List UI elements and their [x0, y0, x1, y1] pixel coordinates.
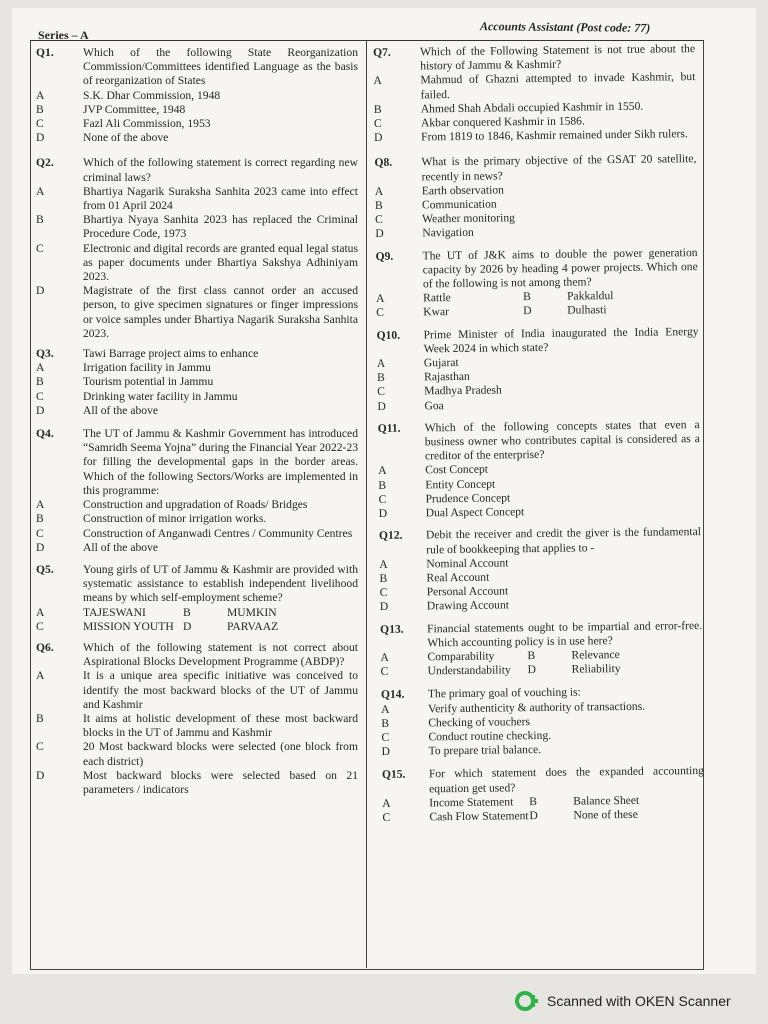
option-letter: A: [36, 669, 45, 683]
option-text: Cost Concept: [425, 463, 489, 477]
question-row: [382, 764, 704, 796]
option-text: All of the above: [83, 403, 159, 417]
option-text: Construction of minor irrigation works.: [83, 512, 267, 526]
option-letter: D: [377, 399, 386, 413]
option-letter: B: [381, 716, 390, 730]
option-row: [377, 396, 699, 414]
option-letter: D: [529, 808, 538, 823]
question-text: What is the primary objective of the GSAT 20 satellite, recently in news?: [421, 152, 697, 184]
question-number: Q9.: [375, 249, 394, 263]
option-letter: D: [378, 506, 388, 521]
option-text: Conduct routine checking.: [428, 728, 552, 744]
option-letter: B: [376, 371, 385, 385]
question-text: Young girls of UT of Jammu & Kashmir are provided with systematic assistance to establish independent livelihood means by which self-employment scheme?: [83, 562, 358, 605]
option-letter: D: [36, 540, 45, 554]
option-row: [379, 503, 701, 521]
option-text: Gujarat: [423, 356, 459, 370]
option-text: Comparability: [427, 649, 495, 664]
question-number: Q7.: [373, 45, 391, 59]
option-letter: C: [373, 116, 382, 131]
option-text: Nominal Account: [426, 556, 509, 571]
option-letter: C: [376, 306, 385, 320]
option-pair-row: [376, 302, 698, 320]
question-number: Q14.: [380, 687, 405, 702]
option-text: Drinking water facility in Jammu: [83, 389, 238, 403]
option-letter: C: [380, 664, 389, 679]
question-text: The UT of Jammu & Kashmir Government has introduced “Samridh Seema Yojna” during the Financial Year 2022-23 for filling the developmental gaps in the border areas. Which of the following Sectors/Works are implemented in this programme:: [83, 427, 358, 497]
option-letter: C: [375, 213, 383, 227]
question-number: Q10.: [376, 328, 401, 342]
option-letter: D: [523, 304, 532, 318]
question-row: [374, 152, 696, 184]
question-row: [36, 347, 358, 361]
option-row: [36, 103, 358, 117]
option-row: [36, 390, 358, 404]
left-question-column: [36, 46, 358, 797]
question-row: [36, 156, 358, 184]
option-row: [36, 498, 358, 512]
option-text: Cash Flow Statement: [429, 809, 529, 824]
exam-title: Accounts Assistant (Post code: 77): [479, 19, 651, 35]
option-text: It is a unique area specific initiative was conceived to identify the most backward blocks of the UT of Jammu and Kashmir: [83, 669, 358, 711]
option-text: Prudence Concept: [425, 491, 511, 506]
option-letter: A: [36, 88, 45, 102]
question-row: [378, 418, 700, 465]
option-text: Relevance: [571, 647, 620, 662]
option-letter: C: [36, 526, 44, 540]
option-row: [36, 527, 358, 541]
question-block: [380, 619, 703, 680]
question-block: [379, 525, 702, 614]
question-text: Which of the following statement is not correct about Aspirational Blocks Development Programme (ABDP)?: [83, 640, 358, 669]
question-text: The primary goal of vouching is:: [427, 685, 581, 701]
option-letter: A: [379, 557, 388, 571]
option-letter: C: [36, 241, 44, 255]
option-text: Navigation: [422, 226, 474, 240]
question-block: [376, 325, 699, 414]
option-letter: B: [379, 571, 388, 585]
option-text: Understandability: [427, 663, 511, 678]
option-letter: A: [376, 292, 385, 306]
scanner-footer: [515, 990, 731, 1012]
option-letter: C: [36, 619, 44, 633]
option-letter: A: [374, 184, 384, 198]
question-block: [36, 156, 358, 341]
question-number: Q15.: [381, 768, 406, 782]
question-block: [374, 152, 697, 241]
option-text: Entity Concept: [425, 477, 496, 492]
question-number: Q6.: [36, 640, 54, 654]
option-pair-row: [381, 661, 703, 679]
option-letter: C: [378, 492, 387, 506]
question-number: Q3.: [36, 347, 54, 361]
question-text: Which of the following statement is correct regarding new criminal laws?: [83, 156, 358, 184]
option-letter: B: [183, 605, 191, 619]
question-block: [373, 42, 696, 145]
option-letter: C: [379, 585, 388, 600]
question-number: Q11.: [377, 421, 401, 435]
question-block: [36, 641, 358, 797]
option-text: Personal Account: [426, 584, 509, 599]
option-text: It aims at holistic development of these most backward blocks in the UT of Jammu and Kashmir: [83, 711, 358, 740]
option-row: [36, 117, 358, 131]
option-text: Communication: [421, 197, 497, 212]
option-letter: B: [36, 213, 44, 227]
option-text: Tourism potential in Jammu: [83, 375, 214, 389]
option-text: Irrigation facility in Jammu: [83, 361, 211, 375]
option-letter: A: [378, 464, 387, 478]
option-row: [36, 361, 358, 375]
option-letter: B: [36, 102, 44, 116]
question-text: Tawi Barrage project aims to enhance: [83, 347, 259, 361]
option-text: S.K. Dhar Commission, 1948: [83, 88, 221, 102]
option-letter: D: [36, 403, 45, 417]
option-row: [382, 741, 704, 759]
option-row: [36, 740, 358, 768]
question-text: Prime Minister of India inaugurated the India Energy Week 2024 in which state?: [423, 324, 699, 356]
option-letter: B: [36, 711, 44, 725]
option-text: Balance Sheet: [573, 793, 640, 808]
option-letter: D: [381, 744, 391, 759]
option-row: [36, 769, 358, 797]
question-number: Q1.: [36, 46, 54, 59]
option-text: Bhartiya Nagarik Suraksha Sanhita 2023 came into effect from 01 April 2024: [83, 184, 358, 213]
question-text: Which of the Following Statement is not true about the history of Jammu & Kashmir?: [419, 42, 696, 73]
question-text: Which of the following State Reorganization Commission/Committees identified Language as the basis of reorganization of States: [83, 46, 358, 88]
question-text: For which statement does the expanded accounting equation get used?: [428, 764, 704, 795]
option-letter: C: [36, 117, 44, 131]
option-text: TAJESWANI: [83, 605, 146, 619]
option-text: 20 Most backward blocks were selected (one block from each district): [83, 740, 358, 768]
option-text: Goa: [424, 398, 444, 413]
option-letter: D: [36, 768, 45, 782]
option-letter: A: [381, 702, 390, 716]
option-text: MISSION YOUTH: [83, 619, 174, 633]
option-text: Drawing Account: [426, 598, 510, 613]
option-letter: B: [36, 512, 44, 526]
option-letter: D: [375, 227, 384, 241]
question-block: [375, 246, 698, 321]
option-text: To prepare trial balance.: [428, 743, 542, 758]
option-row: [36, 284, 358, 341]
question-block: [378, 418, 701, 521]
option-row: [36, 89, 358, 103]
option-text: All of the above: [83, 540, 159, 554]
option-letter: D: [374, 131, 383, 145]
question-row: [36, 427, 358, 498]
question-number: Q5.: [36, 562, 54, 576]
option-letter: B: [373, 102, 382, 116]
option-letter: B: [522, 290, 531, 304]
question-row: [373, 42, 695, 74]
option-text: Ahmed Shah Abdali occupied Kashmir in 1550.: [420, 99, 644, 116]
question-row: [36, 641, 358, 669]
option-text: Electronic and digital records are granted equal legal status as paper documents under Bhartiya Sakshya Adhiniyam 2023.: [83, 241, 358, 284]
question-text: Financial statements ought to be impartial and error-free. Which accounting policy is in use here?: [427, 618, 703, 650]
option-text: Earth observation: [421, 183, 504, 198]
option-text: MUMKIN: [227, 605, 277, 619]
option-text: From 1819 to 1846, Kashmir remained under Sikh rulers.: [421, 127, 688, 144]
option-text: Mahmud of Ghazni attempted to invade Kashmir, but failed.: [420, 70, 696, 102]
question-block: [36, 347, 358, 418]
option-letter: D: [527, 663, 537, 677]
option-text: Rattle: [423, 291, 451, 305]
option-row: [36, 185, 358, 213]
option-row: [36, 512, 358, 526]
question-block: [36, 563, 358, 634]
option-letter: C: [36, 740, 44, 754]
option-text: Construction of Anganwadi Centres / Community Centres: [83, 526, 353, 540]
option-pair-row: [36, 620, 358, 634]
option-text: Pakkaldul: [566, 289, 614, 303]
question-block: [36, 427, 358, 555]
option-text: Dual Aspect Concept: [425, 505, 525, 520]
option-row: [36, 712, 358, 740]
option-text: Bhartiya Nyaya Sanhita 2023 has replaced the Criminal Procedure Code, 1973: [83, 213, 358, 241]
option-letter: A: [380, 650, 389, 664]
option-text: Most backward blocks were selected based on 21 parameters / indicators: [83, 768, 358, 796]
question-row: [379, 525, 701, 557]
option-letter: B: [36, 375, 44, 389]
option-row: [36, 131, 358, 145]
scanner-logo-icon: [515, 990, 539, 1012]
option-row: [36, 242, 358, 285]
question-block: [382, 764, 705, 825]
option-text: Verify authenticity & authority of transactions.: [428, 699, 646, 715]
option-text: Construction and upgradation of Roads/ Bridges: [83, 498, 308, 512]
option-text: PARVAAZ: [227, 619, 279, 633]
option-text: Akbar conquered Kashmir in 1586.: [420, 114, 585, 130]
option-letter: D: [379, 600, 389, 614]
question-block: [36, 46, 358, 145]
question-text: Debit the receiver and credit the giver is the fundamental rule of bookkeeping that applies to -: [425, 525, 702, 556]
question-text: The UT of J&K aims to double the power generation capacity by 2026 by heading 4 power projects. Which one of the following is not among them?: [422, 245, 698, 291]
option-letter: A: [36, 498, 45, 512]
option-row: [36, 669, 358, 712]
option-row: [36, 404, 358, 418]
option-letter: A: [36, 184, 45, 198]
question-row: [36, 46, 358, 89]
option-letter: B: [378, 478, 387, 492]
option-letter: A: [382, 796, 391, 810]
option-letter: C: [36, 389, 44, 403]
question-row: [376, 325, 698, 357]
option-letter: B: [529, 794, 538, 808]
column-divider: [366, 40, 367, 968]
option-row: [380, 596, 702, 614]
option-letter: A: [36, 361, 45, 375]
question-number: Q8.: [374, 156, 393, 170]
question-number: Q13.: [380, 622, 404, 636]
option-letter: D: [183, 619, 192, 633]
option-letter: A: [36, 605, 45, 619]
question-number: Q4.: [36, 427, 54, 441]
option-letter: A: [373, 74, 382, 88]
option-row: [36, 541, 358, 555]
option-letter: C: [377, 385, 386, 399]
option-pair-row: [36, 606, 358, 620]
option-text: Madhya Pradesh: [424, 383, 502, 398]
option-text: Rajasthan: [423, 370, 470, 384]
option-row: [374, 127, 696, 145]
option-letter: B: [374, 198, 383, 213]
option-text: Real Account: [426, 570, 490, 585]
option-text: Magistrate of the first class cannot order an accused person, to give specimen signatures or finger impressions or voice samples under Bhartiya Nagarik Suraksha Sanhita 2023.: [83, 284, 358, 340]
option-letter: C: [382, 810, 391, 824]
question-number: Q12.: [378, 528, 403, 543]
option-row: [36, 375, 358, 389]
option-text: Reliability: [571, 662, 621, 676]
right-question-column: [373, 42, 704, 825]
option-text: Fazl Ali Commission, 1953: [83, 117, 211, 131]
option-text: Kwar: [423, 305, 450, 319]
scanner-text: Scanned with OKEN Scanner: [547, 993, 731, 1009]
option-text: Weather monitoring: [422, 211, 515, 226]
option-letter: C: [381, 730, 390, 744]
option-letter: A: [376, 356, 386, 371]
option-letter: B: [527, 648, 536, 663]
option-row: [373, 70, 695, 102]
option-text: None of the above: [83, 131, 169, 145]
question-text: Which of the following concepts states that even a business owner who contributes capital is considered as a creditor of the enterprise?: [424, 417, 700, 463]
question-row: [36, 563, 358, 606]
option-row: [36, 213, 358, 241]
option-text: Dulhasti: [567, 303, 607, 318]
option-letter: D: [36, 284, 45, 298]
question-row: [380, 619, 702, 651]
question-number: Q2.: [36, 156, 54, 170]
option-row: [375, 223, 697, 241]
option-text: Checking of vouchers: [428, 714, 531, 730]
question-row: [375, 246, 697, 293]
series-label: Series – A: [38, 28, 89, 42]
option-text: Income Statement: [429, 795, 514, 810]
question-block: [381, 684, 704, 759]
option-text: JVP Committee, 1948: [83, 102, 186, 116]
option-letter: D: [36, 131, 45, 145]
option-text: None of these: [573, 807, 638, 822]
